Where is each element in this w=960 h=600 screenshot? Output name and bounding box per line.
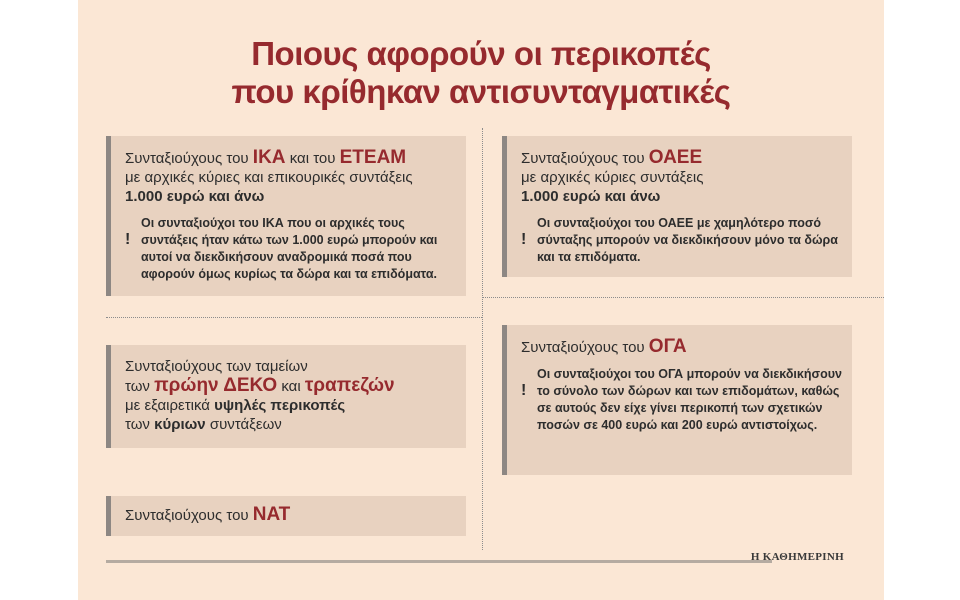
fund-eteam-label: ΕΤΕΑΜ — [339, 147, 407, 168]
vertical-divider — [482, 128, 483, 550]
heading-text: συντάξεων — [205, 416, 282, 433]
box-nat — [106, 496, 466, 536]
box-ika-note — [125, 215, 456, 283]
heading-text: Συνταξιούχους του — [521, 339, 649, 356]
exclamation-icon: ! — [125, 231, 131, 248]
box-deko-heading — [125, 357, 456, 434]
left-horizontal-divider — [106, 317, 482, 318]
note-text: Οι συνταξιούχοι του ΙΚΑ που οι αρχικές τους συντάξεις ήταν κάτω των 1.000 ευρώ μπορούν και αυτοί να διεκδικήσουν αναδρομικά ποσά που αφορούν όμως κυρίως τα δώρα και τα επιδόματα. — [141, 216, 438, 281]
fund-oaee-label: ΟΑΕΕ — [648, 147, 703, 168]
note-text: Οι συνταξιούχοι του ΟΑΕΕ με χαμηλότερο ποσό σύνταξης μπορούν να διεκδικήσουν μόνο τα δώρα και τα επιδόματα. — [537, 216, 838, 264]
publisher-logo: Η ΚΑΘΗΜΕΡΙΝΗ — [750, 551, 844, 563]
box-nat-heading — [125, 505, 456, 525]
exclamation-icon: ! — [521, 382, 527, 399]
fund-nat-label: ΝΑΤ — [252, 504, 291, 525]
note-text: Οι συνταξιούχοι του ΟΓΑ μπορούν να διεκδικήσουν το σύνολο των δώρων και των επιδομάτων, καθώς σε αυτούς δεν είχε γίνει περικοπή των σχετικών ποσών σε 400 ευρώ και 200 ευρώ αντιστοίχως. — [537, 367, 842, 432]
heading-text: των — [125, 378, 155, 395]
box-oaee-note — [521, 215, 842, 266]
pension-description: με αρχικές κύριες συντάξεις — [521, 169, 704, 186]
heading-text: με εξαιρετικά — [125, 397, 215, 414]
pension-description: με αρχικές κύριες και επικουρικές συντάξεις — [125, 169, 413, 186]
heading-text: Συνταξιούχους του — [521, 150, 649, 167]
fund-oga-label: ΟΓΑ — [648, 336, 687, 357]
cuts-emphasis: υψηλές περικοπές — [214, 397, 346, 414]
pension-threshold: 1.000 ευρώ και άνω — [521, 188, 661, 205]
fund-ika-label: ΙΚΑ — [252, 147, 286, 168]
box-oga-heading — [521, 337, 842, 357]
heading-text: Συνταξιούχους των ταμείων — [125, 358, 308, 375]
pension-threshold: 1.000 ευρώ και άνω — [125, 188, 265, 205]
box-oga — [502, 325, 852, 475]
right-horizontal-divider — [482, 297, 884, 298]
heading-text: Συνταξιούχους του — [125, 507, 253, 524]
box-oaee — [502, 136, 852, 277]
title-line-2: που κρίθηκαν αντισυνταγματικές — [231, 73, 731, 110]
fund-banks-label: τραπεζών — [304, 375, 395, 396]
main-emphasis: κύριων — [154, 416, 206, 433]
box-deko-banks — [106, 345, 466, 448]
title-line-1: Ποιους αφορούν οι περικοπές — [251, 35, 711, 72]
exclamation-icon: ! — [521, 231, 527, 248]
heading-text: και του — [285, 150, 340, 167]
box-ika-heading — [125, 148, 456, 206]
bottom-rule — [106, 560, 772, 563]
heading-text: των — [125, 416, 155, 433]
infographic-panel — [78, 0, 884, 600]
box-ika-eteam — [106, 136, 466, 296]
heading-text: και — [277, 378, 305, 395]
box-oaee-heading — [521, 148, 842, 206]
heading-text: Συνταξιούχους του — [125, 150, 253, 167]
box-oga-note — [521, 366, 842, 434]
fund-deko-label: πρώην ΔΕΚΟ — [154, 375, 278, 396]
